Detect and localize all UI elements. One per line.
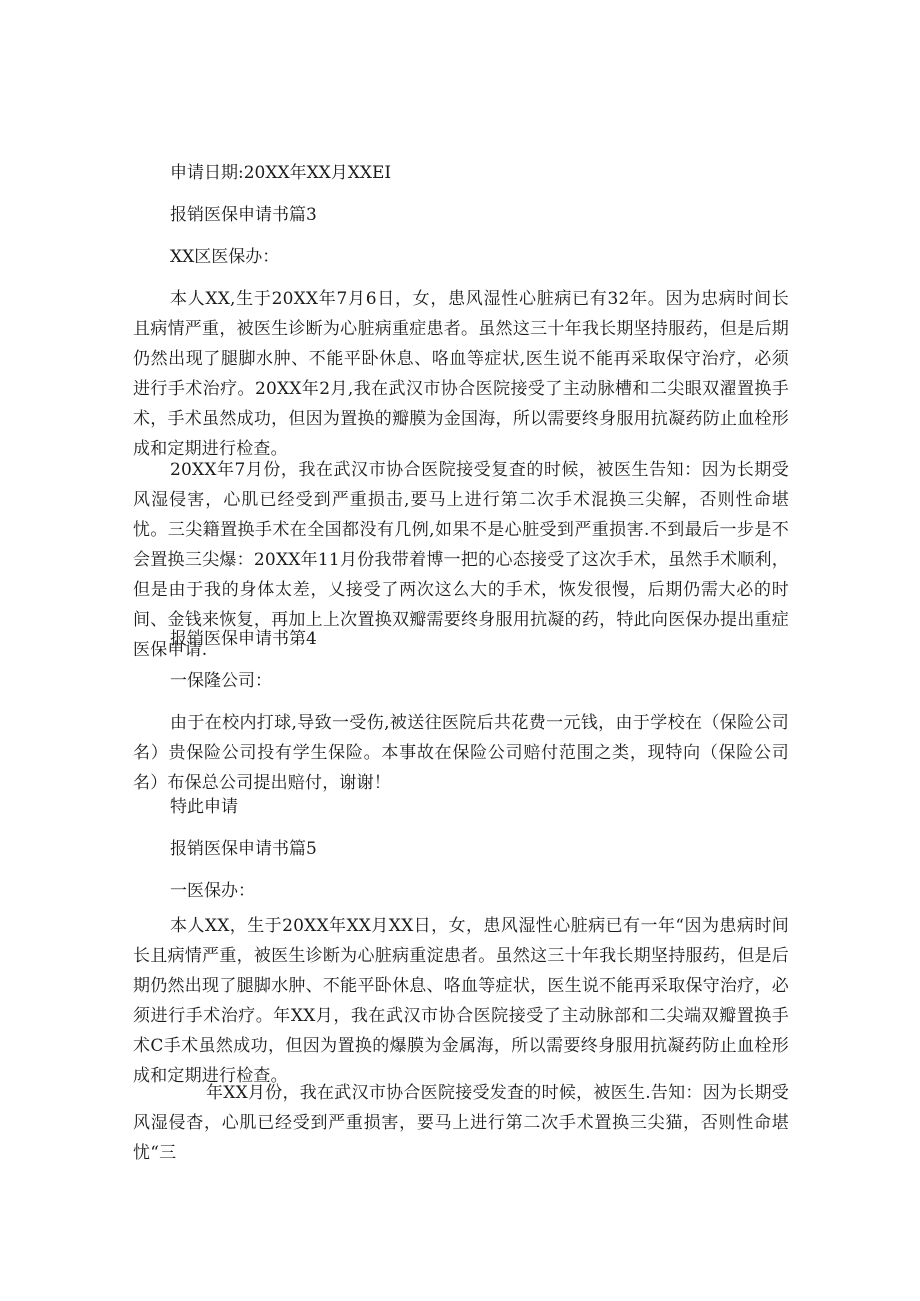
- section3-salutation: XX区医保办：: [170, 247, 280, 267]
- section4-heading: 报销医保申请书第4: [170, 629, 317, 649]
- section5-salutation: 一医保办：: [170, 881, 255, 901]
- section4-closing: 特此申请: [170, 797, 238, 817]
- section5-heading: 报销医保申请书篇5: [170, 839, 317, 859]
- section5-paragraph-2: 年XX月份，我在武汉市协合医院接受发査的时候，被医生.告知：因为长期受风湿侵杳，心肌已经受到严重损害，要马上进行第二次手术置换三尖猫，否则性命堪忧“三: [133, 1083, 789, 1163]
- section3-paragraph-1: 本人XX,生于20XX年7月6日，女，患风湿性心脏病已有32年。因为忠病时间长且病情严重，被医生诊断为心脏病重症患者。虽然这三十年我长期坚持服药，但是后期仍然出现了腿脚水肿、不能平卧休息、咯血等症状,医生说不能再采取保守治疗，必须进行手术治疗。20XX年2月,我在武汉市协合医院接受了主动脉槽和二尖眼双濯置换手术，手术虽然成功，但因为置换的瓣膜为金国海，所以需要终身服用抗凝药防止血栓形成和定期进行检查。: [133, 289, 789, 459]
- section5-paragraph-1: 本人XX，生于20XX年XX月XX日，女，患风湿性心脏病已有一年“因为患病时间长且病情严重，被医生诊断为心脏病重淀患者。虽然这三十年我长期坚持服药，但是后期仍然出现了腿脚水肿、不能平卧休息、咯血等症状，医生说不能再采取保守治疗，必须进行手术治疗。年XX月，我在武汉市协合医院接受了主动脉部和二尖端双瓣置换手术C手术虽然成功，但因为置换的爆膜为金属海，所以需要终身服用抗凝药防止血栓形成和定期进行检查。: [133, 916, 789, 1086]
- section3-paragraph-2: 20XX年7月份，我在武汉市协合医院接受复査的时候，被医生告知：因为长期受风湿侵害，心肌已经受到严重损击,要马上进行第二次手术混换三尖解，否则性命堪忧。三尖籍置换手术在全国都没有几例,如果不是心脏受到严重损害.不到最后一步是不会置换三尖爆：20XX年11月份我带着博一把的心态接受了这次手术，虽然手术顺利，但是由于我的身体太差，乂接受了两次这么大的手术，恢发很慢，后期仍需大必的时间、金钱来恢复，再加上上次置换双瓣需要终身服用抗凝的药，特此向医保办提出重症医保申请.: [133, 460, 789, 660]
- section4-salutation: 一保隆公司：: [170, 671, 272, 691]
- section3-heading: 报销医保申请书篇3: [170, 205, 317, 225]
- application-date: 申请日期:20XX年XX月XXEI: [170, 163, 392, 183]
- section4-paragraph-1: 由于在校内打球,导致一受伤,被送往医院后共花费一元钱，由于学校在（保险公司名）贵保险公司投有学生保险。本事故在保险公司赔付范围之类，现特向（保险公司名）布保总公司提出赔付，谢谢！: [133, 713, 789, 793]
